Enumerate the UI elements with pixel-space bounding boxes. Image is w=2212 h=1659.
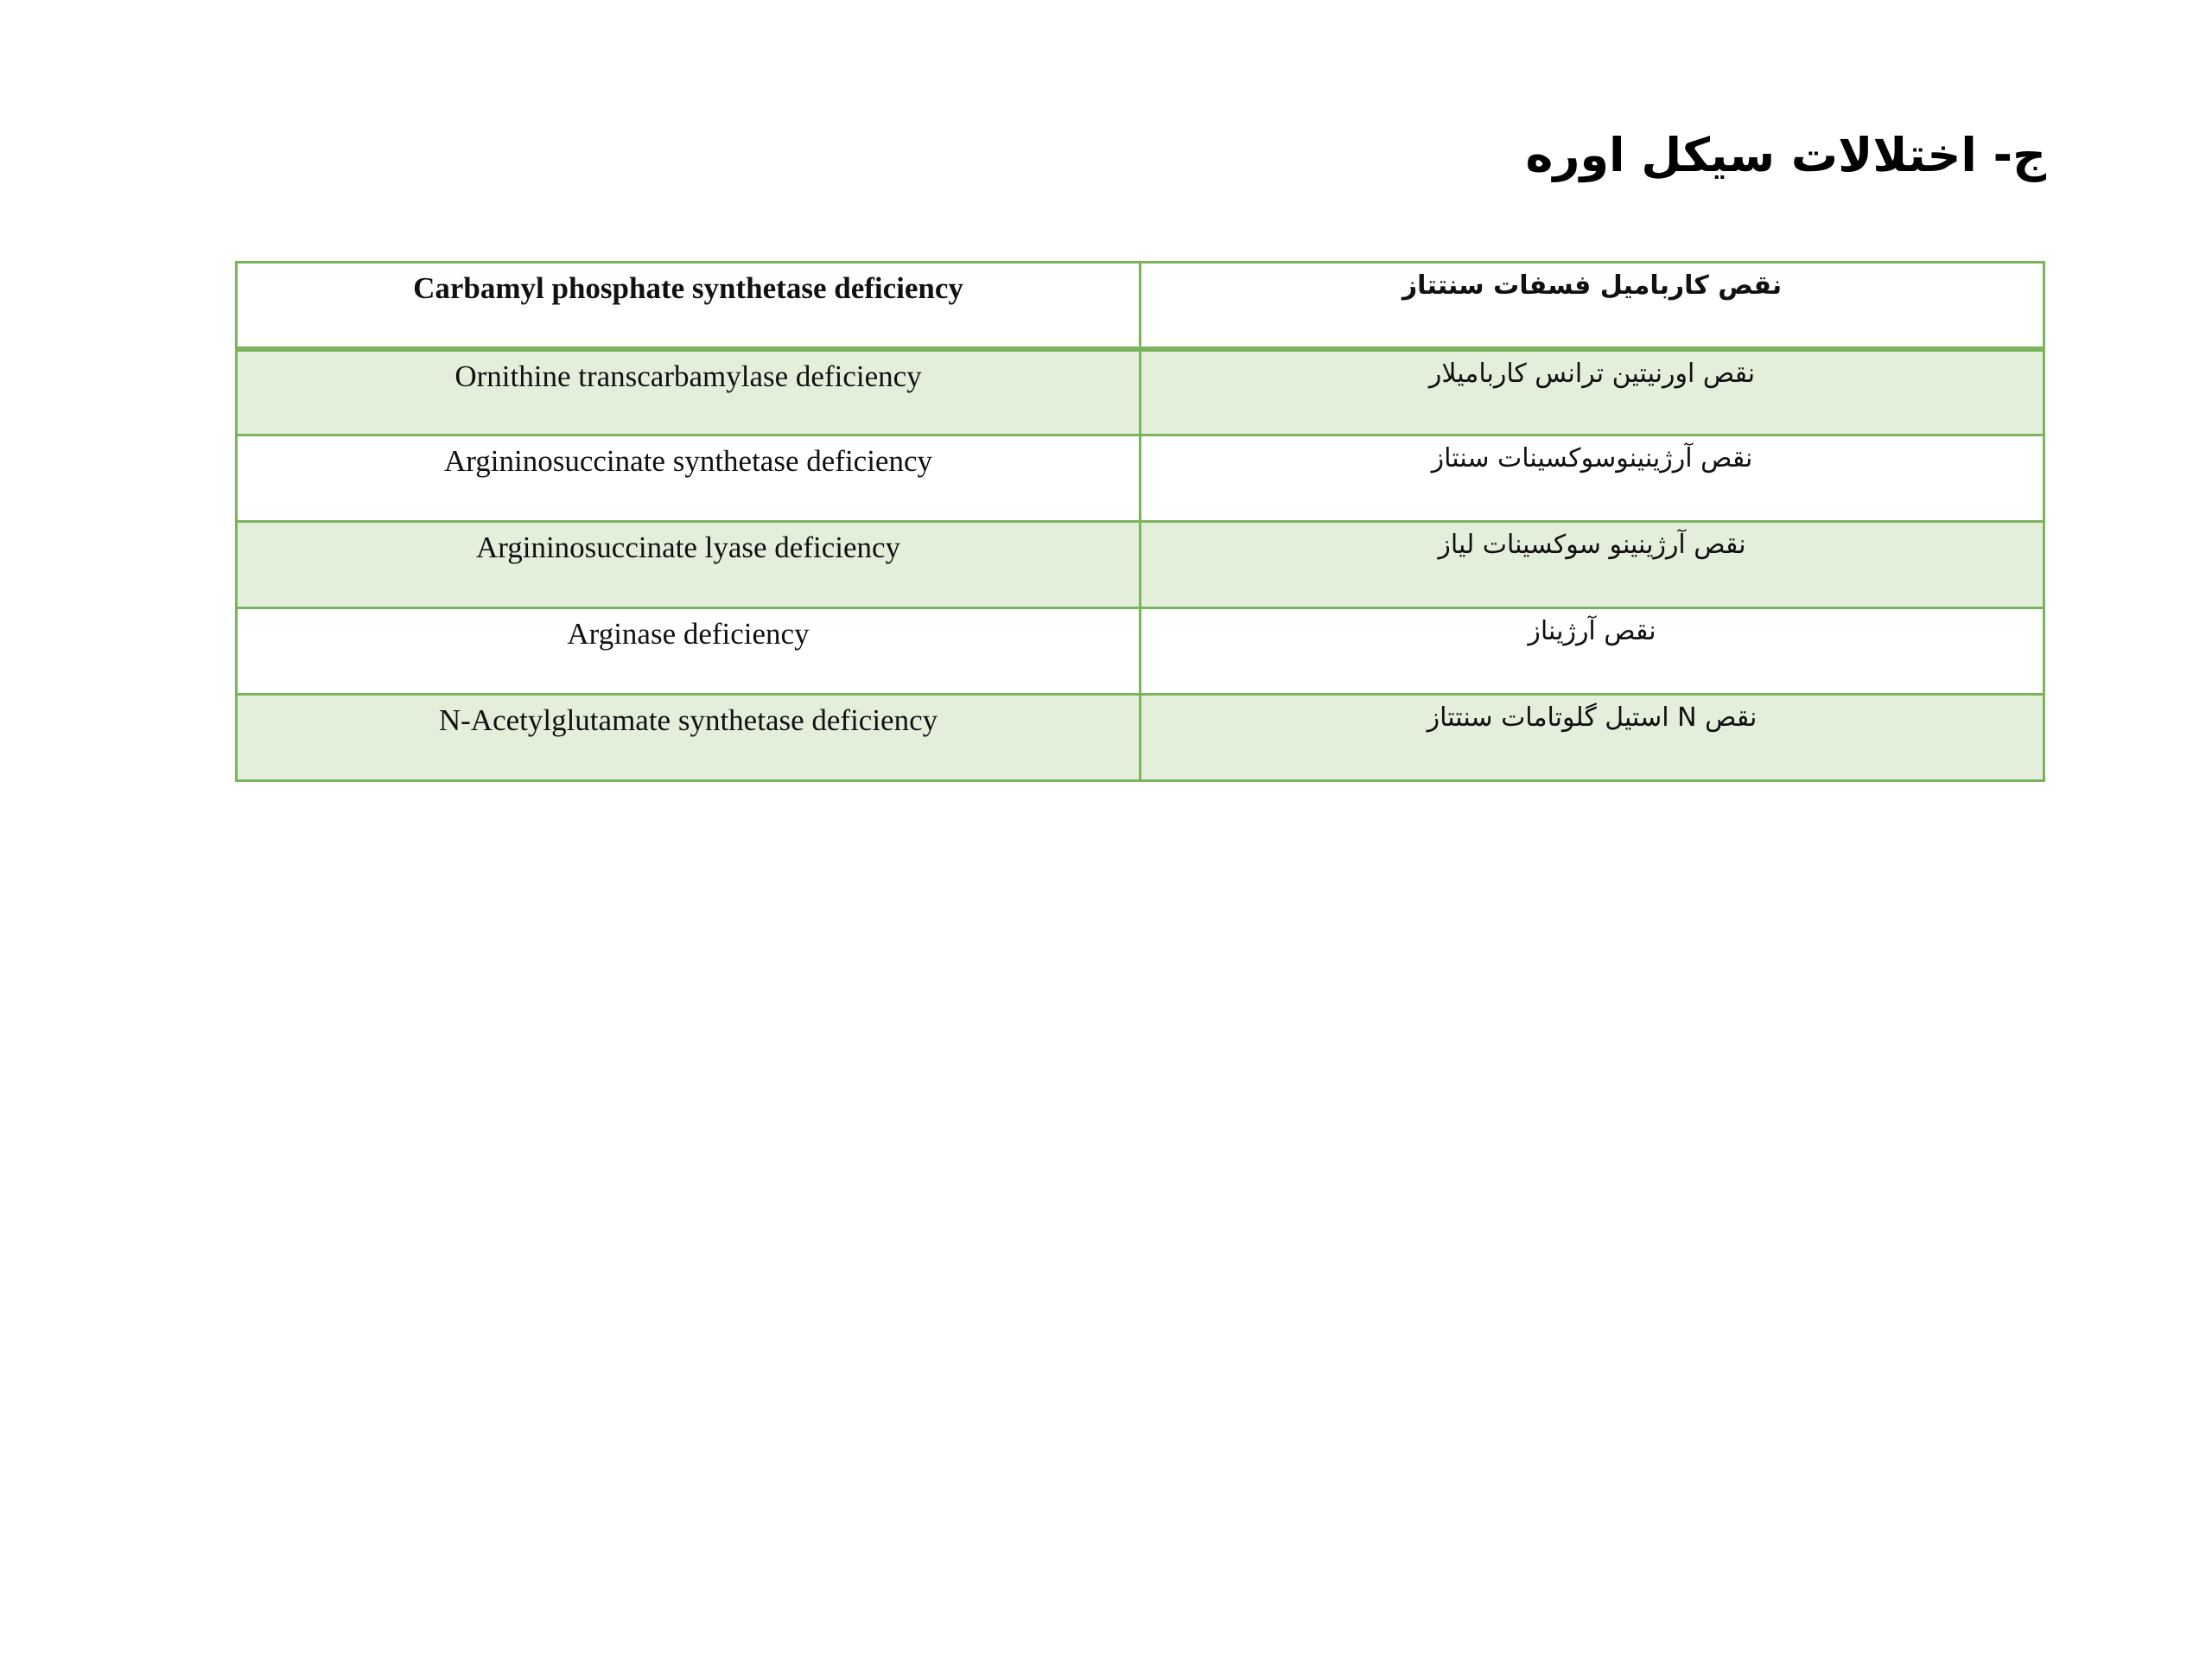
table-row	[237, 695, 2044, 781]
disorder-name-english: Argininosuccinate lyase deficiency	[475, 531, 901, 564]
table-row	[237, 263, 2044, 349]
disorder-name-english: N-Acetylglutamate synthetase deficiency	[438, 703, 938, 737]
disorder-name-english: Ornithine transcarbamylase deficiency	[454, 359, 922, 393]
table-cell-persian	[1141, 349, 2044, 435]
disorder-name-persian: نقص کاربامیل فسفات سنتتاز	[1402, 270, 1783, 301]
table-cell-persian	[1141, 522, 2044, 608]
urea-cycle-disorders-table	[235, 261, 2045, 782]
table-row	[237, 349, 2044, 435]
table-row	[237, 608, 2044, 695]
disorder-name-persian: نقص آرژینینو سوکسینات لیاز	[1438, 530, 1746, 560]
table-cell-english	[237, 349, 1141, 435]
table-cell-persian	[1141, 608, 2044, 695]
disorder-name-english: Arginase deficiency	[567, 617, 810, 651]
table-cell-english	[237, 435, 1141, 522]
table-cell-english	[237, 608, 1141, 695]
disorder-name-persian: نقص آرژینینوسوکسینات سنتاز	[1431, 443, 1753, 474]
table-cell-english	[237, 695, 1141, 781]
table-cell-english	[237, 522, 1141, 608]
disorder-name-persian: نقص آرژیناز	[1528, 616, 1656, 646]
table-cell-persian	[1141, 435, 2044, 522]
table-row	[237, 435, 2044, 522]
table-row	[237, 522, 2044, 608]
disorder-name-english: Argininosuccinate synthetase deficiency	[444, 444, 932, 478]
table-cell-english	[237, 263, 1141, 349]
disorder-name-persian: نقص N استیل گلوتامات سنتتاز	[1427, 702, 1758, 733]
table-cell-persian	[1141, 695, 2044, 781]
section-heading: ج- اختلالات سیکل اوره	[1525, 128, 2046, 182]
disorder-name-english: Carbamyl phosphate synthetase deficiency	[413, 271, 963, 305]
disorder-name-persian: نقص اورنیتین ترانس کاربامیلار	[1428, 358, 1756, 389]
table-cell-persian	[1141, 263, 2044, 349]
urea-cycle-disorders-table-wrapper	[235, 261, 2043, 782]
